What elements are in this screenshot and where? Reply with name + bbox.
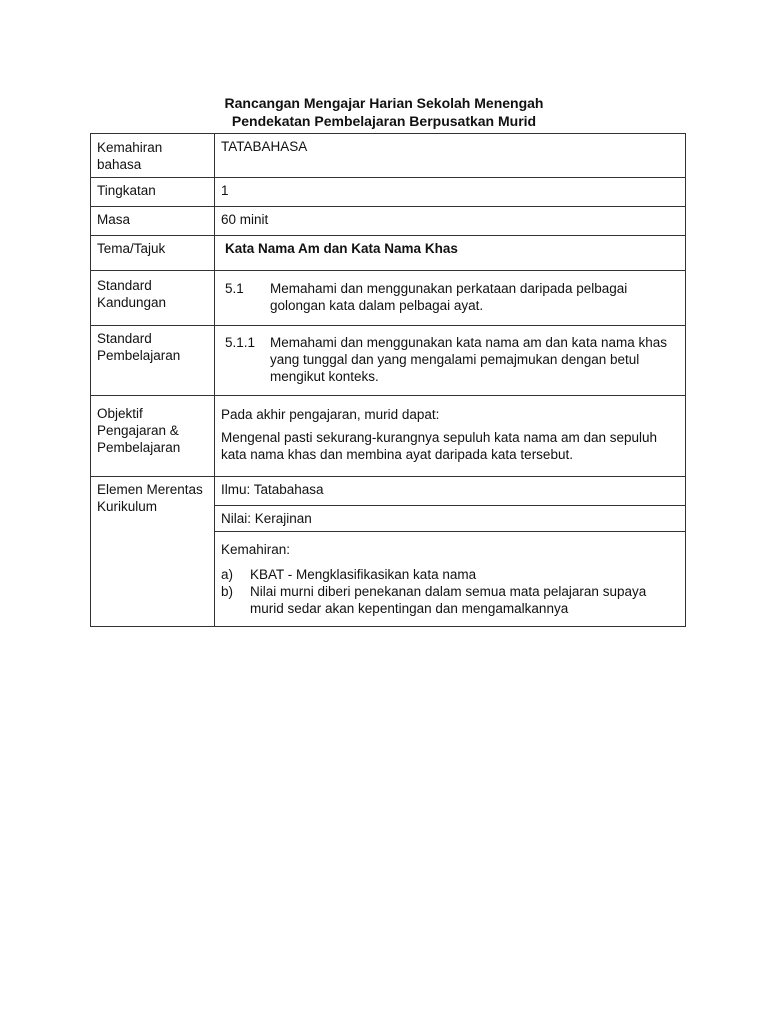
kemahiran-heading: Kemahiran:: [221, 542, 291, 557]
row-value-kemahiran-bahasa: TATABAHASA: [215, 134, 686, 178]
row-value-tingkatan: 1: [215, 178, 686, 207]
row-value-tema: Kata Nama Am dan Kata Nama Khas: [215, 236, 686, 271]
table-row: [91, 326, 686, 396]
table-row: [91, 236, 686, 271]
objective-text: Mengenal pasti sekurang-kurangnya sepuluh kata nama am dan sepuluh kata nama khas dan membina ayat daripada kata tersebut.: [221, 430, 658, 462]
list-marker: a): [221, 567, 234, 582]
row-label-elemen: Elemen Merentas Kurikulum: [91, 477, 215, 627]
list-item: [221, 583, 679, 617]
standard-text: Memahami dan menggunakan kata nama am dan kata nama khas yang tunggal dan yang mengalami pemajmukan dengan betul mengikut konteks.: [270, 335, 667, 384]
document-title: [0, 94, 768, 130]
row-label-tema: Tema/Tajuk: [91, 236, 215, 271]
table-row: [91, 207, 686, 236]
lesson-plan-table: [90, 133, 686, 627]
list-text: Nilai murni diberi penekanan dalam semua mata pelajaran supaya murid sedar akan kepentingan dan mengamalkannya: [250, 584, 647, 616]
row-value-nilai: Nilai: Kerajinan: [215, 506, 686, 532]
table-row: [91, 396, 686, 477]
standard-number: 5.1: [225, 281, 244, 296]
numbered-standard: [225, 334, 679, 385]
row-value-objektif: [215, 396, 686, 477]
table-row: [91, 178, 686, 207]
row-value-kemahiran: [215, 532, 686, 627]
row-label-objektif: Objektif Pengajaran & Pembelajaran: [91, 396, 215, 477]
row-value-standard-kandungan: [215, 271, 686, 326]
row-label-standard-kandungan: Standard Kandungan: [91, 271, 215, 326]
row-value-standard-pembelajaran: [215, 326, 686, 396]
table-row: [91, 477, 686, 506]
title-line-2: Pendekatan Pembelajaran Berpusatkan Murid: [231, 113, 537, 129]
list-marker: b): [221, 584, 234, 599]
row-value-masa: 60 minit: [215, 207, 686, 236]
list-item: [221, 566, 679, 583]
standard-text: Memahami dan menggunakan perkataan daripada pelbagai golongan kata dalam pelbagai ayat.: [270, 281, 628, 313]
title-line-1: Rancangan Mengajar Harian Sekolah Menengah: [224, 95, 544, 111]
objective-intro: Pada akhir pengajaran, murid dapat:: [221, 407, 440, 422]
row-value-ilmu: Ilmu: Tatabahasa: [215, 477, 686, 506]
row-label-kemahiran-bahasa: Kemahiran bahasa: [91, 134, 215, 178]
row-label-masa: Masa: [91, 207, 215, 236]
numbered-standard: [225, 280, 679, 314]
row-label-standard-pembelajaran: Standard Pembelajaran: [91, 326, 215, 396]
table-row: [91, 134, 686, 178]
standard-number: 5.1.1: [225, 335, 256, 350]
row-label-tingkatan: Tingkatan: [91, 178, 215, 207]
list-text: KBAT - Mengklasifikasikan kata nama: [250, 567, 477, 582]
table-row: [91, 271, 686, 326]
